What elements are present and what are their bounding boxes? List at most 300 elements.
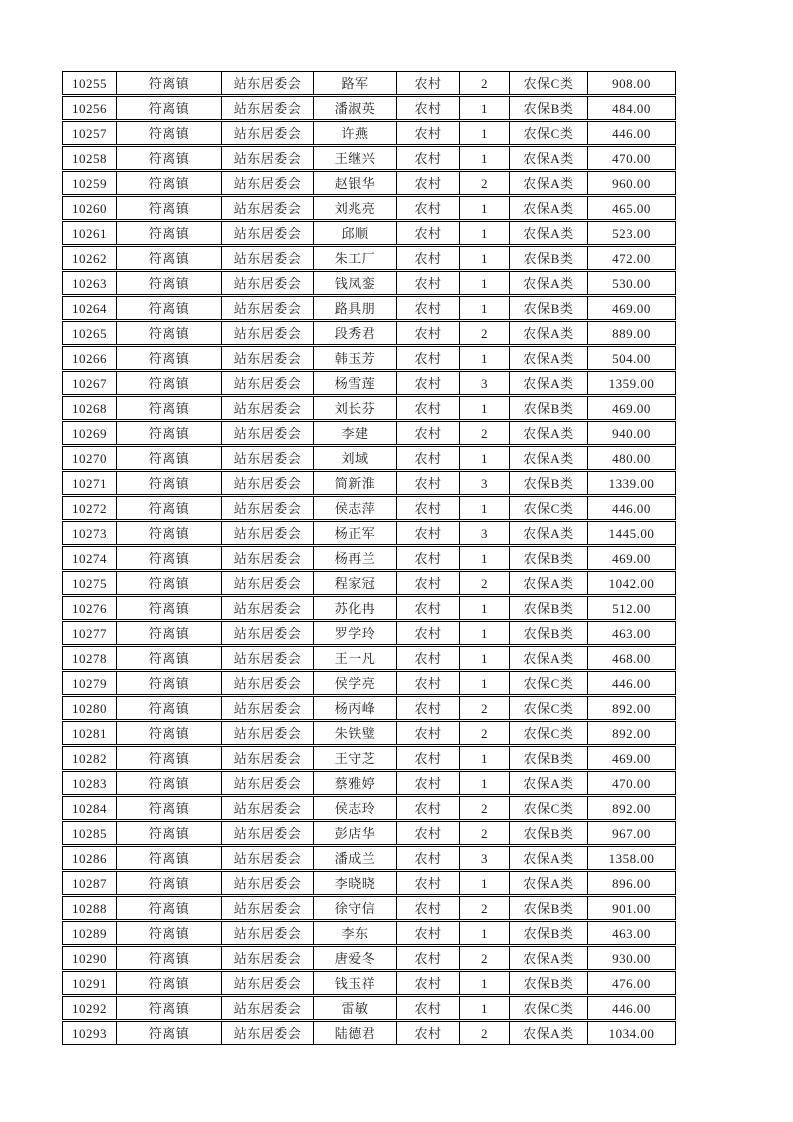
cell-person-name: 李建 [314, 422, 397, 444]
cell-town: 符离镇 [117, 597, 222, 619]
cell-person-count: 2 [460, 897, 510, 919]
cell-person-count: 3 [460, 472, 510, 494]
cell-record-id: 10258 [63, 147, 117, 169]
cell-person-count: 3 [460, 372, 510, 394]
cell-committee: 站东居委会 [222, 397, 314, 419]
cell-insurance-type: 农保C类 [510, 997, 588, 1019]
cell-record-id: 10282 [63, 747, 117, 769]
cell-insurance-type: 农保B类 [510, 547, 588, 569]
cell-committee: 站东居委会 [222, 572, 314, 594]
cell-record-id: 10290 [63, 947, 117, 969]
table-row [62, 771, 676, 795]
cell-insurance-type: 农保B类 [510, 597, 588, 619]
cell-residence-type: 农村 [397, 397, 460, 419]
cell-person-count: 1 [460, 247, 510, 269]
cell-town: 符离镇 [117, 422, 222, 444]
table-row [62, 621, 676, 645]
cell-town: 符离镇 [117, 72, 222, 94]
cell-amount: 523.00 [612, 225, 651, 241]
cell-person-count: 1 [460, 747, 510, 769]
cell-residence-type: 农村 [397, 522, 460, 544]
cell-committee: 站东居委会 [222, 422, 314, 444]
table-row [62, 646, 676, 670]
cell-town: 符离镇 [117, 272, 222, 294]
cell-amount: 908.00 [612, 75, 651, 91]
table-row [62, 371, 676, 395]
cell-residence-type: 农村 [397, 647, 460, 669]
table-row [62, 796, 676, 820]
cell-committee: 站东居委会 [222, 497, 314, 519]
cell-town: 符离镇 [117, 197, 222, 219]
cell-amount: 896.00 [612, 875, 651, 891]
cell-committee: 站东居委会 [222, 372, 314, 394]
cell-insurance-type: 农保C类 [510, 122, 588, 144]
cell-town: 符离镇 [117, 447, 222, 469]
cell-person-name: 朱工厂 [314, 247, 397, 269]
cell-person-name: 彭店华 [314, 822, 397, 844]
cell-town: 符离镇 [117, 147, 222, 169]
cell-town: 符离镇 [117, 97, 222, 119]
cell-record-id: 10285 [63, 822, 117, 844]
cell-record-id: 10284 [63, 797, 117, 819]
cell-committee: 站东居委会 [222, 72, 314, 94]
cell-town: 符离镇 [117, 322, 222, 344]
cell-residence-type: 农村 [397, 897, 460, 919]
cell-committee: 站东居委会 [222, 222, 314, 244]
cell-insurance-type: 农保B类 [510, 922, 588, 944]
cell-person-name: 王继兴 [314, 147, 397, 169]
cell-record-id: 10279 [63, 672, 117, 694]
cell-insurance-type: 农保C类 [510, 672, 588, 694]
cell-person-count: 1 [460, 497, 510, 519]
cell-record-id: 10274 [63, 547, 117, 569]
cell-residence-type: 农村 [397, 697, 460, 719]
cell-residence-type: 农村 [397, 1022, 460, 1044]
table-row [62, 921, 676, 945]
cell-record-id: 10291 [63, 972, 117, 994]
cell-person-count: 2 [460, 72, 510, 94]
cell-person-name: 陆德君 [314, 1022, 397, 1044]
cell-record-id: 10266 [63, 347, 117, 369]
cell-residence-type: 农村 [397, 622, 460, 644]
cell-amount: 889.00 [612, 325, 651, 341]
cell-person-count: 1 [460, 297, 510, 319]
cell-town: 符离镇 [117, 522, 222, 544]
cell-record-id: 10277 [63, 622, 117, 644]
cell-town: 符离镇 [117, 122, 222, 144]
cell-person-name: 王一凡 [314, 647, 397, 669]
cell-insurance-type: 农保A类 [510, 147, 588, 169]
cell-insurance-type: 农保C类 [510, 697, 588, 719]
table-row [62, 446, 676, 470]
cell-amount: 892.00 [612, 800, 651, 816]
cell-committee: 站东居委会 [222, 147, 314, 169]
cell-insurance-type: 农保A类 [510, 872, 588, 894]
cell-residence-type: 农村 [397, 797, 460, 819]
cell-person-count: 1 [460, 147, 510, 169]
cell-record-id: 10263 [63, 272, 117, 294]
cell-insurance-type: 农保B类 [510, 972, 588, 994]
cell-committee: 站东居委会 [222, 522, 314, 544]
cell-record-id: 10283 [63, 772, 117, 794]
cell-amount: 1339.00 [608, 475, 655, 491]
table-row [62, 321, 676, 345]
cell-town: 符离镇 [117, 1022, 222, 1044]
cell-record-id: 10272 [63, 497, 117, 519]
cell-person-name: 侯志萍 [314, 497, 397, 519]
cell-person-count: 1 [460, 547, 510, 569]
cell-record-id: 10267 [63, 372, 117, 394]
table-row [62, 396, 676, 420]
cell-town: 符离镇 [117, 497, 222, 519]
cell-insurance-type: 农保A类 [510, 197, 588, 219]
cell-amount: 469.00 [612, 750, 651, 766]
cell-insurance-type: 农保A类 [510, 1022, 588, 1044]
cell-person-name: 罗学玲 [314, 622, 397, 644]
cell-residence-type: 农村 [397, 672, 460, 694]
cell-person-count: 2 [460, 722, 510, 744]
cell-person-count: 1 [460, 222, 510, 244]
cell-residence-type: 农村 [397, 97, 460, 119]
cell-amount: 901.00 [612, 900, 651, 916]
cell-town: 符离镇 [117, 772, 222, 794]
cell-person-name: 蔡雅婷 [314, 772, 397, 794]
cell-person-count: 1 [460, 997, 510, 1019]
cell-committee: 站东居委会 [222, 897, 314, 919]
cell-insurance-type: 农保B类 [510, 897, 588, 919]
cell-committee: 站东居委会 [222, 122, 314, 144]
cell-committee: 站东居委会 [222, 972, 314, 994]
cell-town: 符离镇 [117, 572, 222, 594]
cell-town: 符离镇 [117, 247, 222, 269]
cell-person-name: 唐爱冬 [314, 947, 397, 969]
table-row [62, 671, 676, 695]
table-row [62, 296, 676, 320]
cell-person-name: 徐守信 [314, 897, 397, 919]
cell-insurance-type: 农保C类 [510, 72, 588, 94]
cell-record-id: 10275 [63, 572, 117, 594]
cell-amount: 446.00 [612, 675, 651, 691]
cell-amount: 1359.00 [608, 375, 655, 391]
table-row [62, 896, 676, 920]
cell-committee: 站东居委会 [222, 847, 314, 869]
cell-person-name: 路军 [314, 72, 397, 94]
cell-record-id: 10281 [63, 722, 117, 744]
table-row [62, 196, 676, 220]
table-row [62, 421, 676, 445]
cell-town: 符离镇 [117, 347, 222, 369]
cell-residence-type: 农村 [397, 847, 460, 869]
cell-town: 符离镇 [117, 822, 222, 844]
cell-residence-type: 农村 [397, 822, 460, 844]
cell-town: 符离镇 [117, 747, 222, 769]
cell-record-id: 10293 [63, 1022, 117, 1044]
table-row [62, 571, 676, 595]
cell-person-count: 1 [460, 197, 510, 219]
table-row [62, 1021, 676, 1045]
cell-amount: 512.00 [612, 600, 651, 616]
cell-committee: 站东居委会 [222, 347, 314, 369]
cell-residence-type: 农村 [397, 972, 460, 994]
cell-insurance-type: 农保A类 [510, 572, 588, 594]
cell-amount: 465.00 [612, 200, 651, 216]
cell-record-id: 10257 [63, 122, 117, 144]
cell-committee: 站东居委会 [222, 947, 314, 969]
table-row [62, 871, 676, 895]
cell-residence-type: 农村 [397, 147, 460, 169]
cell-record-id: 10264 [63, 297, 117, 319]
cell-amount: 470.00 [612, 150, 651, 166]
cell-committee: 站东居委会 [222, 247, 314, 269]
cell-residence-type: 农村 [397, 172, 460, 194]
cell-committee: 站东居委会 [222, 872, 314, 894]
cell-insurance-type: 农保A类 [510, 372, 588, 394]
cell-record-id: 10287 [63, 872, 117, 894]
table-row [62, 71, 676, 95]
cell-person-count: 2 [460, 322, 510, 344]
cell-residence-type: 农村 [397, 772, 460, 794]
cell-amount: 469.00 [612, 400, 651, 416]
cell-person-name: 刘域 [314, 447, 397, 469]
cell-insurance-type: 农保B类 [510, 622, 588, 644]
cell-amount: 468.00 [612, 650, 651, 666]
cell-amount: 476.00 [612, 975, 651, 991]
table-row [62, 146, 676, 170]
table-row [62, 946, 676, 970]
table-row [62, 746, 676, 770]
cell-residence-type: 农村 [397, 72, 460, 94]
cell-person-count: 1 [460, 672, 510, 694]
table-row [62, 346, 676, 370]
cell-person-count: 1 [460, 97, 510, 119]
cell-person-count: 1 [460, 872, 510, 894]
cell-committee: 站东居委会 [222, 622, 314, 644]
cell-person-count: 3 [460, 522, 510, 544]
cell-residence-type: 农村 [397, 597, 460, 619]
cell-committee: 站东居委会 [222, 997, 314, 1019]
cell-amount: 472.00 [612, 250, 651, 266]
table-row [62, 696, 676, 720]
table-row [62, 721, 676, 745]
records-table [62, 71, 676, 1046]
cell-amount: 469.00 [612, 300, 651, 316]
cell-insurance-type: 农保A类 [510, 272, 588, 294]
cell-person-name: 侯志玲 [314, 797, 397, 819]
cell-residence-type: 农村 [397, 572, 460, 594]
cell-committee: 站东居委会 [222, 322, 314, 344]
cell-amount: 940.00 [612, 425, 651, 441]
cell-person-name: 朱铁璧 [314, 722, 397, 744]
cell-person-count: 2 [460, 572, 510, 594]
cell-committee: 站东居委会 [222, 1022, 314, 1044]
cell-town: 符离镇 [117, 947, 222, 969]
cell-amount: 530.00 [612, 275, 651, 291]
cell-record-id: 10288 [63, 897, 117, 919]
cell-committee: 站东居委会 [222, 822, 314, 844]
cell-person-count: 1 [460, 647, 510, 669]
cell-town: 符离镇 [117, 172, 222, 194]
cell-town: 符离镇 [117, 847, 222, 869]
cell-insurance-type: 农保A类 [510, 222, 588, 244]
cell-person-count: 1 [460, 622, 510, 644]
cell-amount: 446.00 [612, 1000, 651, 1016]
cell-person-count: 1 [460, 972, 510, 994]
cell-record-id: 10269 [63, 422, 117, 444]
cell-committee: 站东居委会 [222, 747, 314, 769]
cell-record-id: 10271 [63, 472, 117, 494]
cell-residence-type: 农村 [397, 922, 460, 944]
cell-committee: 站东居委会 [222, 547, 314, 569]
cell-amount: 470.00 [612, 775, 651, 791]
cell-person-count: 1 [460, 772, 510, 794]
cell-record-id: 10276 [63, 597, 117, 619]
cell-residence-type: 农村 [397, 347, 460, 369]
cell-person-count: 1 [460, 347, 510, 369]
cell-committee: 站东居委会 [222, 697, 314, 719]
cell-committee: 站东居委会 [222, 922, 314, 944]
cell-person-count: 2 [460, 1022, 510, 1044]
cell-town: 符离镇 [117, 397, 222, 419]
cell-person-name: 潘成兰 [314, 847, 397, 869]
cell-town: 符离镇 [117, 297, 222, 319]
cell-record-id: 10286 [63, 847, 117, 869]
cell-committee: 站东居委会 [222, 797, 314, 819]
cell-person-name: 王守芝 [314, 747, 397, 769]
cell-residence-type: 农村 [397, 197, 460, 219]
cell-amount: 469.00 [612, 550, 651, 566]
cell-person-count: 1 [460, 922, 510, 944]
cell-person-name: 韩玉芳 [314, 347, 397, 369]
cell-person-name: 程家冠 [314, 572, 397, 594]
cell-committee: 站东居委会 [222, 672, 314, 694]
cell-residence-type: 农村 [397, 272, 460, 294]
cell-town: 符离镇 [117, 697, 222, 719]
cell-person-count: 1 [460, 122, 510, 144]
cell-person-count: 2 [460, 797, 510, 819]
cell-record-id: 10261 [63, 222, 117, 244]
cell-insurance-type: 农保C类 [510, 497, 588, 519]
cell-insurance-type: 农保A类 [510, 947, 588, 969]
cell-record-id: 10262 [63, 247, 117, 269]
cell-person-count: 1 [460, 397, 510, 419]
cell-person-name: 段秀君 [314, 322, 397, 344]
table-row [62, 846, 676, 870]
cell-town: 符离镇 [117, 372, 222, 394]
cell-person-count: 2 [460, 422, 510, 444]
cell-amount: 892.00 [612, 700, 651, 716]
table-row [62, 471, 676, 495]
table-row [62, 996, 676, 1020]
cell-amount: 504.00 [612, 350, 651, 366]
cell-amount: 446.00 [612, 125, 651, 141]
cell-record-id: 10256 [63, 97, 117, 119]
cell-person-name: 许燕 [314, 122, 397, 144]
cell-amount: 1445.00 [608, 525, 655, 541]
cell-town: 符离镇 [117, 647, 222, 669]
cell-person-name: 路具朋 [314, 297, 397, 319]
cell-insurance-type: 农保A类 [510, 772, 588, 794]
cell-person-name: 杨再兰 [314, 547, 397, 569]
cell-person-name: 邱顺 [314, 222, 397, 244]
cell-committee: 站东居委会 [222, 297, 314, 319]
cell-committee: 站东居委会 [222, 197, 314, 219]
cell-record-id: 10273 [63, 522, 117, 544]
cell-amount: 960.00 [612, 175, 651, 191]
cell-town: 符离镇 [117, 797, 222, 819]
cell-residence-type: 农村 [397, 247, 460, 269]
cell-committee: 站东居委会 [222, 597, 314, 619]
cell-person-count: 2 [460, 172, 510, 194]
cell-town: 符离镇 [117, 622, 222, 644]
cell-record-id: 10280 [63, 697, 117, 719]
table-row [62, 521, 676, 545]
cell-record-id: 10259 [63, 172, 117, 194]
cell-person-count: 2 [460, 822, 510, 844]
cell-town: 符离镇 [117, 222, 222, 244]
cell-amount: 892.00 [612, 725, 651, 741]
cell-committee: 站东居委会 [222, 647, 314, 669]
cell-residence-type: 农村 [397, 122, 460, 144]
cell-person-name: 侯学亮 [314, 672, 397, 694]
cell-town: 符离镇 [117, 472, 222, 494]
cell-person-name: 钱玉祥 [314, 972, 397, 994]
cell-amount: 930.00 [612, 950, 651, 966]
cell-town: 符离镇 [117, 547, 222, 569]
table-row [62, 246, 676, 270]
table-row [62, 121, 676, 145]
cell-committee: 站东居委会 [222, 172, 314, 194]
cell-person-name: 苏化冉 [314, 597, 397, 619]
table-row [62, 96, 676, 120]
cell-insurance-type: 农保B类 [510, 397, 588, 419]
cell-record-id: 10270 [63, 447, 117, 469]
table-row [62, 971, 676, 995]
cell-person-count: 2 [460, 697, 510, 719]
table-row [62, 271, 676, 295]
cell-person-count: 1 [460, 272, 510, 294]
cell-insurance-type: 农保A类 [510, 522, 588, 544]
cell-committee: 站东居委会 [222, 722, 314, 744]
cell-amount: 463.00 [612, 625, 651, 641]
cell-person-count: 2 [460, 947, 510, 969]
cell-amount: 1034.00 [608, 1025, 655, 1041]
cell-residence-type: 农村 [397, 722, 460, 744]
cell-insurance-type: 农保B类 [510, 97, 588, 119]
cell-person-name: 杨丙峰 [314, 697, 397, 719]
cell-insurance-type: 农保C类 [510, 797, 588, 819]
cell-insurance-type: 农保A类 [510, 447, 588, 469]
cell-residence-type: 农村 [397, 322, 460, 344]
cell-residence-type: 农村 [397, 872, 460, 894]
cell-amount: 1358.00 [608, 850, 655, 866]
cell-person-name: 潘淑英 [314, 97, 397, 119]
cell-person-count: 3 [460, 847, 510, 869]
table-row [62, 546, 676, 570]
cell-residence-type: 农村 [397, 472, 460, 494]
cell-residence-type: 农村 [397, 447, 460, 469]
cell-residence-type: 农村 [397, 547, 460, 569]
cell-amount: 1042.00 [608, 575, 655, 591]
cell-committee: 站东居委会 [222, 472, 314, 494]
cell-insurance-type: 农保B类 [510, 247, 588, 269]
cell-town: 符离镇 [117, 997, 222, 1019]
cell-insurance-type: 农保A类 [510, 422, 588, 444]
cell-insurance-type: 农保B类 [510, 472, 588, 494]
cell-person-name: 刘兆亮 [314, 197, 397, 219]
cell-residence-type: 农村 [397, 497, 460, 519]
cell-record-id: 10289 [63, 922, 117, 944]
cell-committee: 站东居委会 [222, 772, 314, 794]
